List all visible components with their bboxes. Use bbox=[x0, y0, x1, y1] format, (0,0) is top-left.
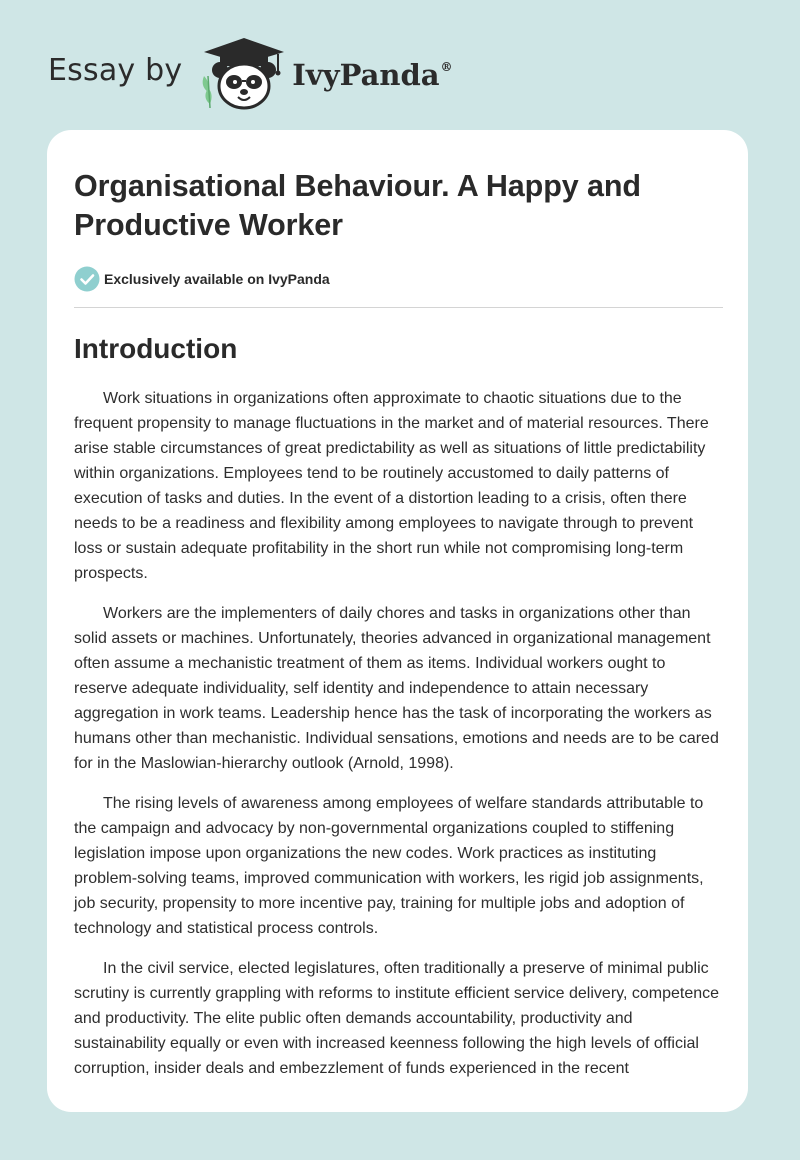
ivypanda-wordmark[interactable] bbox=[292, 58, 452, 92]
registered-mark: ® bbox=[440, 60, 453, 74]
panda-logo-icon[interactable] bbox=[198, 36, 290, 110]
section-heading: Introduction bbox=[74, 333, 238, 364]
paragraph: Work situations in organizations often approximate to chaotic situations due to the frequent propensity to manage fluctuations in the market and of material resources. There arise stable circumstances of great predictability as well as situations of little predictability within organizations. Employees tend to be routinely accustomed to daily patterns of execution of tasks and duties. In the event of a distortion leading to a crisis, often there needs to be a readiness and flexibility among employees to navigate through to prevent loss or sustain adequate profitability in the short run while not compromising long-term prospects. bbox=[74, 390, 709, 582]
paragraph: Workers are the implementers of daily chores and tasks in organizations other than solid assets or machines. Unfortunately, theories advanced in organizational management often assume a mechanistic treatment of them as items. Individual workers ought to reserve adequate individuality, self identity and independence to attain necessary aggregation in work teams. Leadership hence has the task of incorporating the workers as humans other than mechanistic. Individual sensations, emotions and needs are to be cared for in the Maslowian-hierarchy outlook (Arnold, 1998). bbox=[74, 605, 719, 772]
brand-name-text: IvyPanda bbox=[292, 58, 440, 92]
essay-body bbox=[74, 386, 722, 1081]
exclusive-badge-text: Exclusively available on IvyPanda bbox=[104, 271, 330, 287]
title-divider bbox=[74, 307, 723, 308]
paragraph: The rising levels of awareness among employees of welfare standards attributable to the campaign and advocacy by non-governmental organizations coupled to stiffening legislation impose upon organizations the new codes. Work practices as instituting problem-solving teams, improved communication with workers, les rigid job assignments, job security, propensity to more incentive pay, training for multiple jobs and adoption of technology and statistical process controls. bbox=[74, 795, 704, 937]
exclusive-badge bbox=[74, 265, 722, 293]
site-header bbox=[48, 36, 453, 110]
essay-content bbox=[74, 167, 722, 1096]
essay-by-label: Essay by bbox=[48, 52, 183, 88]
paragraph: In the civil service, elected legislatures, often traditionally a preserve of minimal public scrutiny is currently grappling with reforms to institute efficient service delivery, competence and productivity. The elite public often demands accountability, productivity and sustainability equally or even with increased keenness following the high levels of official corruption, insider deals and embezzlement of funds experienced in the recent bbox=[74, 960, 720, 1077]
essay-title: Organisational Behaviour. A Happy and Productive Worker bbox=[74, 169, 641, 242]
check-circle-icon bbox=[74, 266, 100, 292]
essay-card bbox=[47, 130, 748, 1112]
